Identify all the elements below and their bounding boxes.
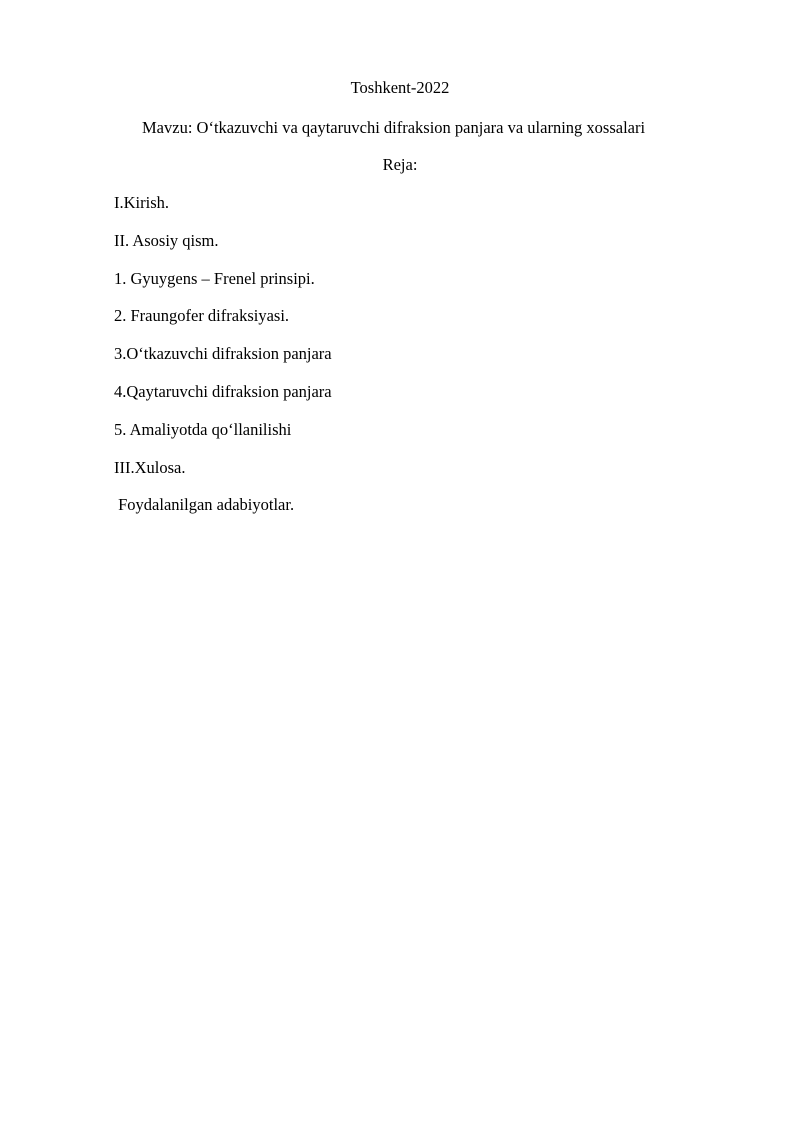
plan-item-fraunhofer: 2. Fraungofer difraksiyasi.: [114, 306, 290, 326]
plan-item-references: Foydalanilgan adabiyotlar.: [114, 495, 295, 515]
city-year: Toshkent-2022: [350, 78, 450, 97]
plan-item-reflection-grating: 4.Qaytaruvchi difraksion panjara: [114, 381, 332, 401]
plan-list: [114, 193, 332, 533]
plan-item-applications: 5. Amaliyotda qo‘llanilishi: [114, 419, 292, 439]
plan-item-huygens-fresnel: 1. Gyuygens – Frenel prinsipi.: [114, 268, 315, 288]
plan-heading: Reja:: [382, 155, 418, 174]
plan-item-main-part: II. Asosiy qism.: [114, 230, 219, 250]
plan-item-introduction: I.Kirish.: [114, 193, 169, 212]
plan-item-transmission-grating: 3.O‘tkazuvchi difraksion panjara: [114, 344, 332, 364]
topic-title: Mavzu: O‘tkazuvchi va qaytaruvchi difraksion panjara va ularning xossalari: [142, 118, 646, 137]
plan-item-conclusion: III.Xulosa.: [114, 457, 186, 477]
